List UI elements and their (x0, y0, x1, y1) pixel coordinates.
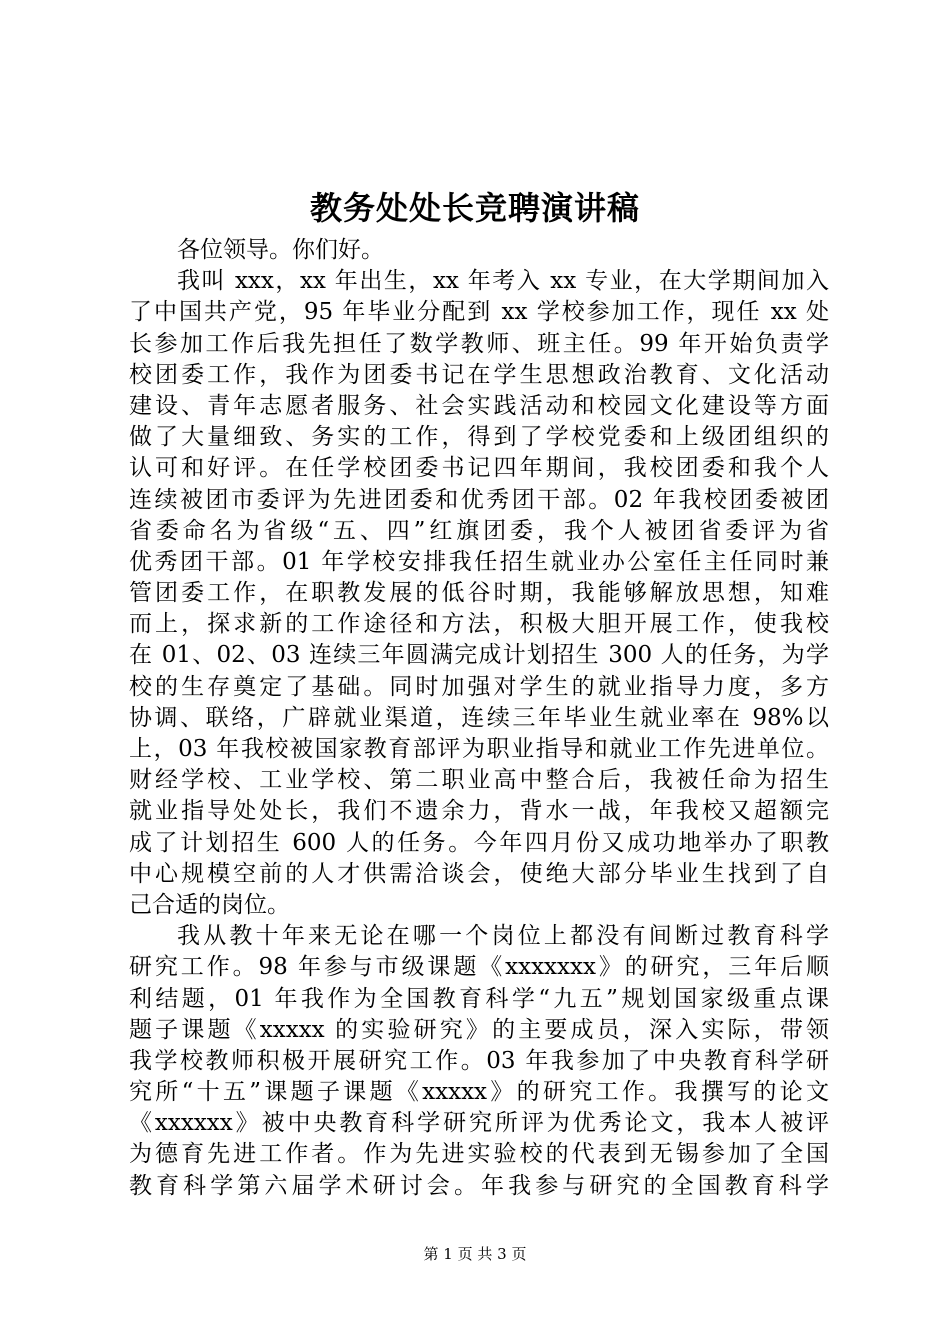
body-line: 了中国共产党，95 年毕业分配到 xx 学校参加工作，现任 xx 处 (129, 299, 829, 326)
body-line: 研究工作。98 年参与市级课题《xxxxxxx》的研究，三年后顺 (129, 954, 829, 981)
body-line: 题子课题《xxxxx 的实验研究》的主要成员，深入实际，带领 (129, 1016, 829, 1043)
body-line: 《xxxxxx》被中央教育科学研究所评为优秀论文，我本人被评 (129, 1110, 829, 1137)
body-line: 为德育先进工作者。作为先进实验校的代表到无锡参加了全国 (129, 1141, 829, 1168)
body-line: 长参加工作后我先担任了数学教师、班主任。99 年开始负责学 (129, 330, 829, 357)
body-line: 财经学校、工业学校、第二职业高中整合后，我被任命为招生 (129, 767, 829, 794)
body-line: 各位领导。你们好。 (177, 237, 384, 263)
document-body (129, 235, 829, 1202)
body-line: 连续被团市委评为先进团委和优秀团干部。02 年我校团委被团 (129, 486, 829, 513)
body-line: 究所“十五”课题子课题《xxxxx》的研究工作。我撰写的论文 (129, 1079, 829, 1106)
body-line: 管团委工作，在职教发展的低谷时期，我能够解放思想，知难 (129, 580, 829, 607)
body-line: 我从教十年来无论在哪一个岗位上都没有间断过教育科学 (177, 923, 829, 950)
body-line: 利结题，01 年我作为全国教育科学“九五”规划国家级重点课 (129, 985, 829, 1012)
body-line: 做了大量细致、务实的工作，得到了学校党委和上级团组织的 (129, 424, 829, 451)
body-line: 认可和好评。在任学校团委书记四年期间，我校团委和我个人 (129, 455, 829, 482)
body-line: 就业指导处处长，我们不遗余力，背水一战，年我校又超额完 (129, 798, 829, 825)
body-line: 中心规模空前的人才供需洽谈会，使绝大部分毕业生找到了自 (129, 860, 829, 887)
body-line: 协调、联络，广辟就业渠道，连续三年毕业生就业率在 98%以 (129, 704, 829, 731)
body-line: 己合适的岗位。 (129, 891, 290, 918)
body-line: 而上，探求新的工作途径和方法，积极大胆开展工作，使我校 (129, 611, 829, 638)
body-line: 我学校教师积极开展研究工作。03 年我参加了中央教育科学研 (129, 1047, 829, 1074)
body-line: 在 01、02、03 连续三年圆满完成计划招生 300 人的任务，为学 (129, 642, 829, 669)
body-line: 成了计划招生 600 人的任务。今年四月份又成功地举办了职教 (129, 829, 829, 856)
body-line: 教育科学第六届学术研讨会。年我参与研究的全国教育科学 (129, 1172, 829, 1199)
body-line: 校团委工作，我作为团委书记在学生思想政治教育、文化活动 (129, 361, 829, 388)
page-footer: 第 1 页 共 3 页 (423, 1245, 527, 1263)
body-line: 上，03 年我校被国家教育部评为职业指导和就业工作先进单位。 (129, 736, 829, 762)
body-line: 省委命名为省级“五、四”红旗团委，我个人被团省委评为省 (129, 517, 829, 544)
body-line: 校的生存奠定了基础。同时加强对学生的就业指导力度，多方 (129, 673, 829, 700)
body-line: 建设、青年志愿者服务、社会实践活动和校园文化建设等方面 (129, 392, 829, 419)
body-line: 我叫 xxx，xx 年出生，xx 年考入 xx 专业，在大学期间加入 (177, 268, 829, 295)
body-line: 优秀团干部。01 年学校安排我任招生就业办公室任主任同时兼 (129, 548, 829, 575)
document-title: 教务处处长竞聘演讲稿 (309, 189, 640, 227)
